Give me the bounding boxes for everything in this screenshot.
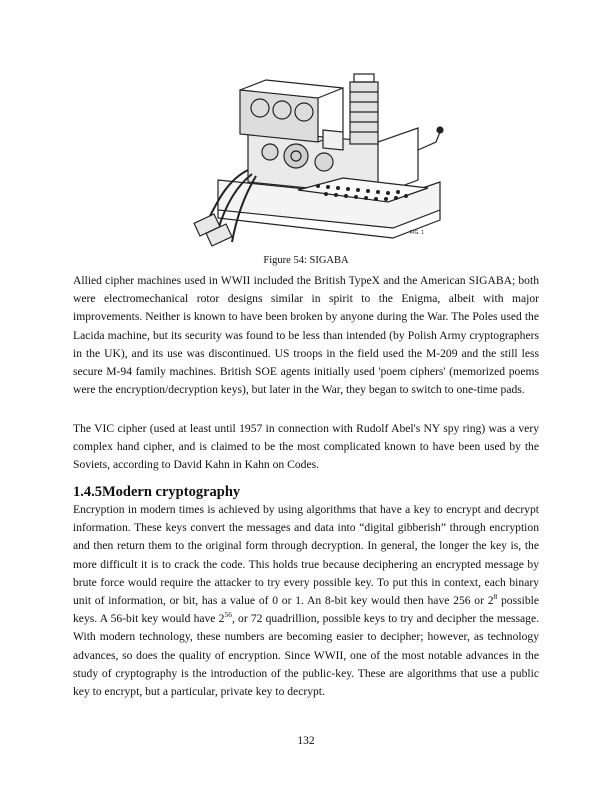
paragraph-allied-ciphers: Allied cipher machines used in WWII included the British TypeX and the American SIGABA; both were electromechanical rotor designs similar in spirit to the Enigma, albeit with major improvements. Neither is known to have been broken by anyone during the War. The Poles used the Lacida machine, but its security was found to be less than intended (by Polish Army cryptographers in the UK), and its use was discontinued. US troops in the field used the M-209 and the still less secure M-94 family machines. British SOE agents initially used 'poem ciphers' (memorized poems were the encryption/decryption keys), but later in the War, they began to switch to one-time pads. <box>73 274 539 397</box>
sigaba-machine-illustration <box>178 70 446 250</box>
figure-caption: Figure 54: SIGABA <box>263 255 349 266</box>
paragraph-text-part: possible keys. A 56-bit key would have 2 <box>73 594 540 626</box>
paragraph-text-part: Encryption in modern times is achieved by using algorithms that have a key to encrypt and decrypt information. These keys convert the messages and data into “digital gibberish” through encryption and then return them to the original form through decryption. In general, the longer the key is, the more difficult it is to crack the code. This holds true because deciphering an encrypted message by brute force would require the attacker to try every possible key. To put this in context, each binary unit of information, or bit, has a value of 0 or 1. An 8-bit key would then have 256 or 2 <box>73 503 539 608</box>
section-heading: 1.4.5Modern cryptography <box>73 484 241 500</box>
paragraph-vic-cipher: The VIC cipher (used at least until 1957 in connection with Rudolf Abel's NY spy ring) was a very complex hand cipher, and is claimed to be the most complicated known to have been used by the Soviets, according to David Kahn in Kahn on Codes. <box>73 422 539 472</box>
superscript-exponent: 8 <box>493 592 498 602</box>
figure-plate-label: FIG. 1 <box>410 230 424 236</box>
sigaba-drawing <box>178 70 446 250</box>
page-number: 132 <box>297 735 315 747</box>
superscript-exponent: 56 <box>224 610 232 620</box>
paragraph-text-part: , or 72 quadrillion, possible keys to try and decipher the message. With modern technology, these numbers are becoming easier to decipher; however, as technology advances, so does the quality of encryption. Since WWII, one of the most notable advances in the study of cryptography is the introduction of the public-key. These are algorithms that use a public key to encrypt, but a particular, private key to decrypt. <box>73 612 539 699</box>
paragraph-modern-cryptography <box>73 501 539 701</box>
